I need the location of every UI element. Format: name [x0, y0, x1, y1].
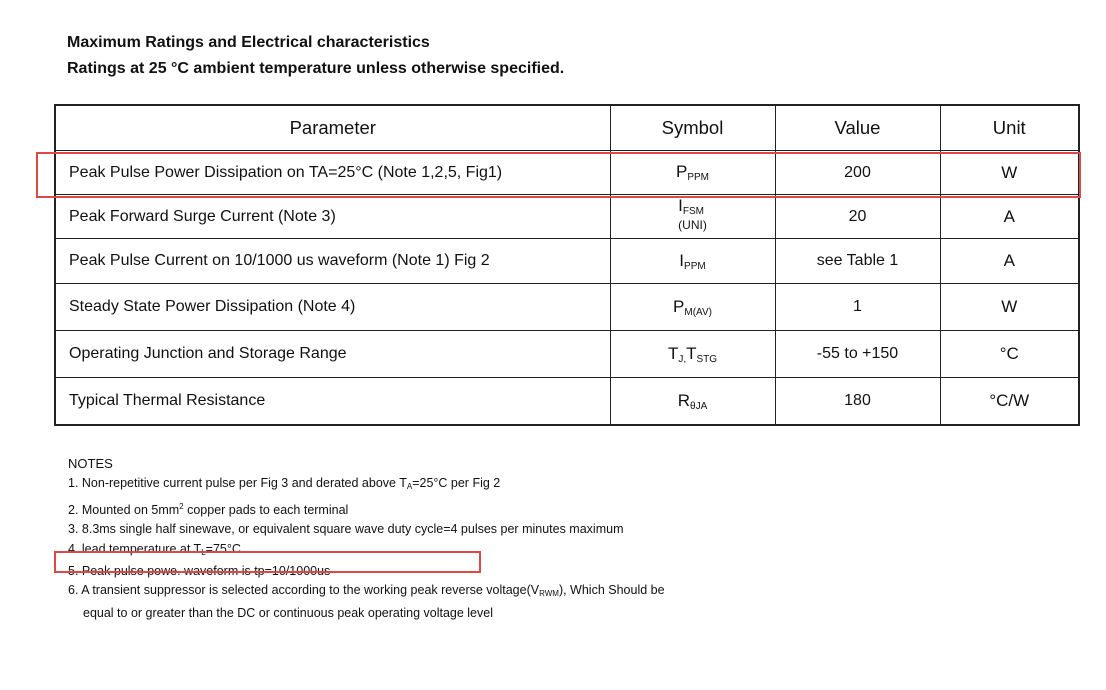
table-row — [55, 284, 1079, 331]
symbol-subscript-2: STG — [696, 353, 718, 365]
unit-cell: °C — [940, 331, 1079, 378]
note-6-continuation: equal to or greater than the DC or continuous peak operating voltage level — [83, 605, 493, 620]
value-cell: 1 — [775, 284, 940, 331]
symbol-cell — [610, 378, 775, 426]
symbol-letter: P — [673, 296, 685, 316]
symbol-note: (UNI) — [678, 218, 707, 232]
symbol-letter: P — [675, 162, 688, 181]
document-title: Maximum Ratings and Electrical characteristics — [67, 34, 430, 51]
unit-cell: W — [940, 151, 1079, 195]
note-1 — [68, 474, 665, 496]
highlight-box-note — [54, 551, 481, 573]
unit-cell: A — [940, 239, 1079, 284]
symbol-letter-2: T — [686, 343, 697, 363]
note-text: =25°C per Fig 2 — [412, 476, 501, 491]
symbol-subscript: PPM — [684, 260, 706, 272]
value-cell: 20 — [775, 195, 940, 239]
symbol-cell — [610, 284, 775, 331]
value-cell: 180 — [775, 378, 940, 426]
note-6 — [68, 581, 665, 603]
parameter-cell: Typical Thermal Resistance — [55, 378, 610, 426]
table-row — [55, 195, 1079, 239]
note-text: copper pads to each terminal — [183, 502, 349, 517]
value-cell: 200 — [775, 151, 940, 195]
unit-cell: °C/W — [940, 378, 1079, 426]
value-cell: -55 to +150 — [775, 331, 940, 378]
parameter-cell: Peak Pulse Current on 10/1000 us waveform (Note 1) Fig 2 — [55, 239, 610, 284]
table-row — [55, 331, 1079, 378]
table-header-row — [55, 105, 1079, 151]
value-cell: see Table 1 — [775, 239, 940, 284]
note-text: ), Which Should be — [558, 583, 665, 598]
note-2 — [68, 497, 665, 520]
unit-cell: W — [940, 284, 1079, 331]
note-5: 5. Peak pulse powe. waveform is tp=10/1000us — [68, 564, 331, 579]
parameter-cell: Peak Pulse Power Dissipation on TA=25°C (Note 1,2,5, Fig1) — [55, 151, 610, 195]
parameter-cell: Operating Junction and Storage Range — [55, 331, 610, 378]
symbol-cell — [610, 331, 775, 378]
table-row — [55, 239, 1079, 284]
symbol-subscript: J, — [678, 353, 687, 365]
note-subscript: L — [201, 547, 206, 557]
symbol-cell — [610, 239, 775, 284]
symbol-subscript: θJA — [690, 400, 708, 412]
column-header-symbol: Symbol — [610, 105, 775, 151]
note-text: 4. lead temperature at T — [68, 541, 202, 556]
note-subscript: RWM — [539, 589, 559, 599]
note-subscript: A — [406, 482, 413, 492]
symbol-letter: I — [678, 196, 683, 215]
notes-title: NOTES — [68, 456, 113, 471]
note-superscript: 2 — [179, 501, 184, 511]
symbol-cell — [610, 195, 775, 239]
note-text: =75°C — [205, 541, 241, 556]
highlight-box-row — [36, 152, 1081, 198]
column-header-parameter: Parameter — [55, 105, 610, 151]
symbol-subscript: M(AV) — [684, 306, 712, 318]
column-header-unit: Unit — [940, 105, 1079, 151]
symbol-letter: T — [667, 343, 679, 363]
symbol-subscript: FSM — [682, 206, 704, 217]
unit-cell: A — [940, 195, 1079, 239]
note-text: 2. Mounted on 5mm — [68, 502, 180, 517]
parameter-cell: Peak Forward Surge Current (Note 3) — [55, 195, 610, 239]
symbol-subscript: PPM — [687, 172, 709, 183]
note-3: 3. 8.3ms single half sinewave, or equivalent square wave duty cycle=4 pulses per minutes maximum — [68, 522, 624, 537]
document-subtitle: Ratings at 25 °C ambient temperature unless otherwise specified. — [67, 60, 565, 77]
table-row — [55, 378, 1079, 426]
note-text: 1. Non-repetitive current pulse per Fig 3 and derated above T — [68, 476, 407, 491]
symbol-letter: R — [677, 390, 691, 410]
note-text: 6. A transient suppressor is selected according to the working peak reverse voltage(V — [68, 583, 540, 598]
column-header-value: Value — [775, 105, 940, 151]
parameter-cell: Steady State Power Dissipation (Note 4) — [55, 284, 610, 331]
symbol-letter: I — [679, 250, 685, 270]
notes-section — [68, 454, 665, 623]
